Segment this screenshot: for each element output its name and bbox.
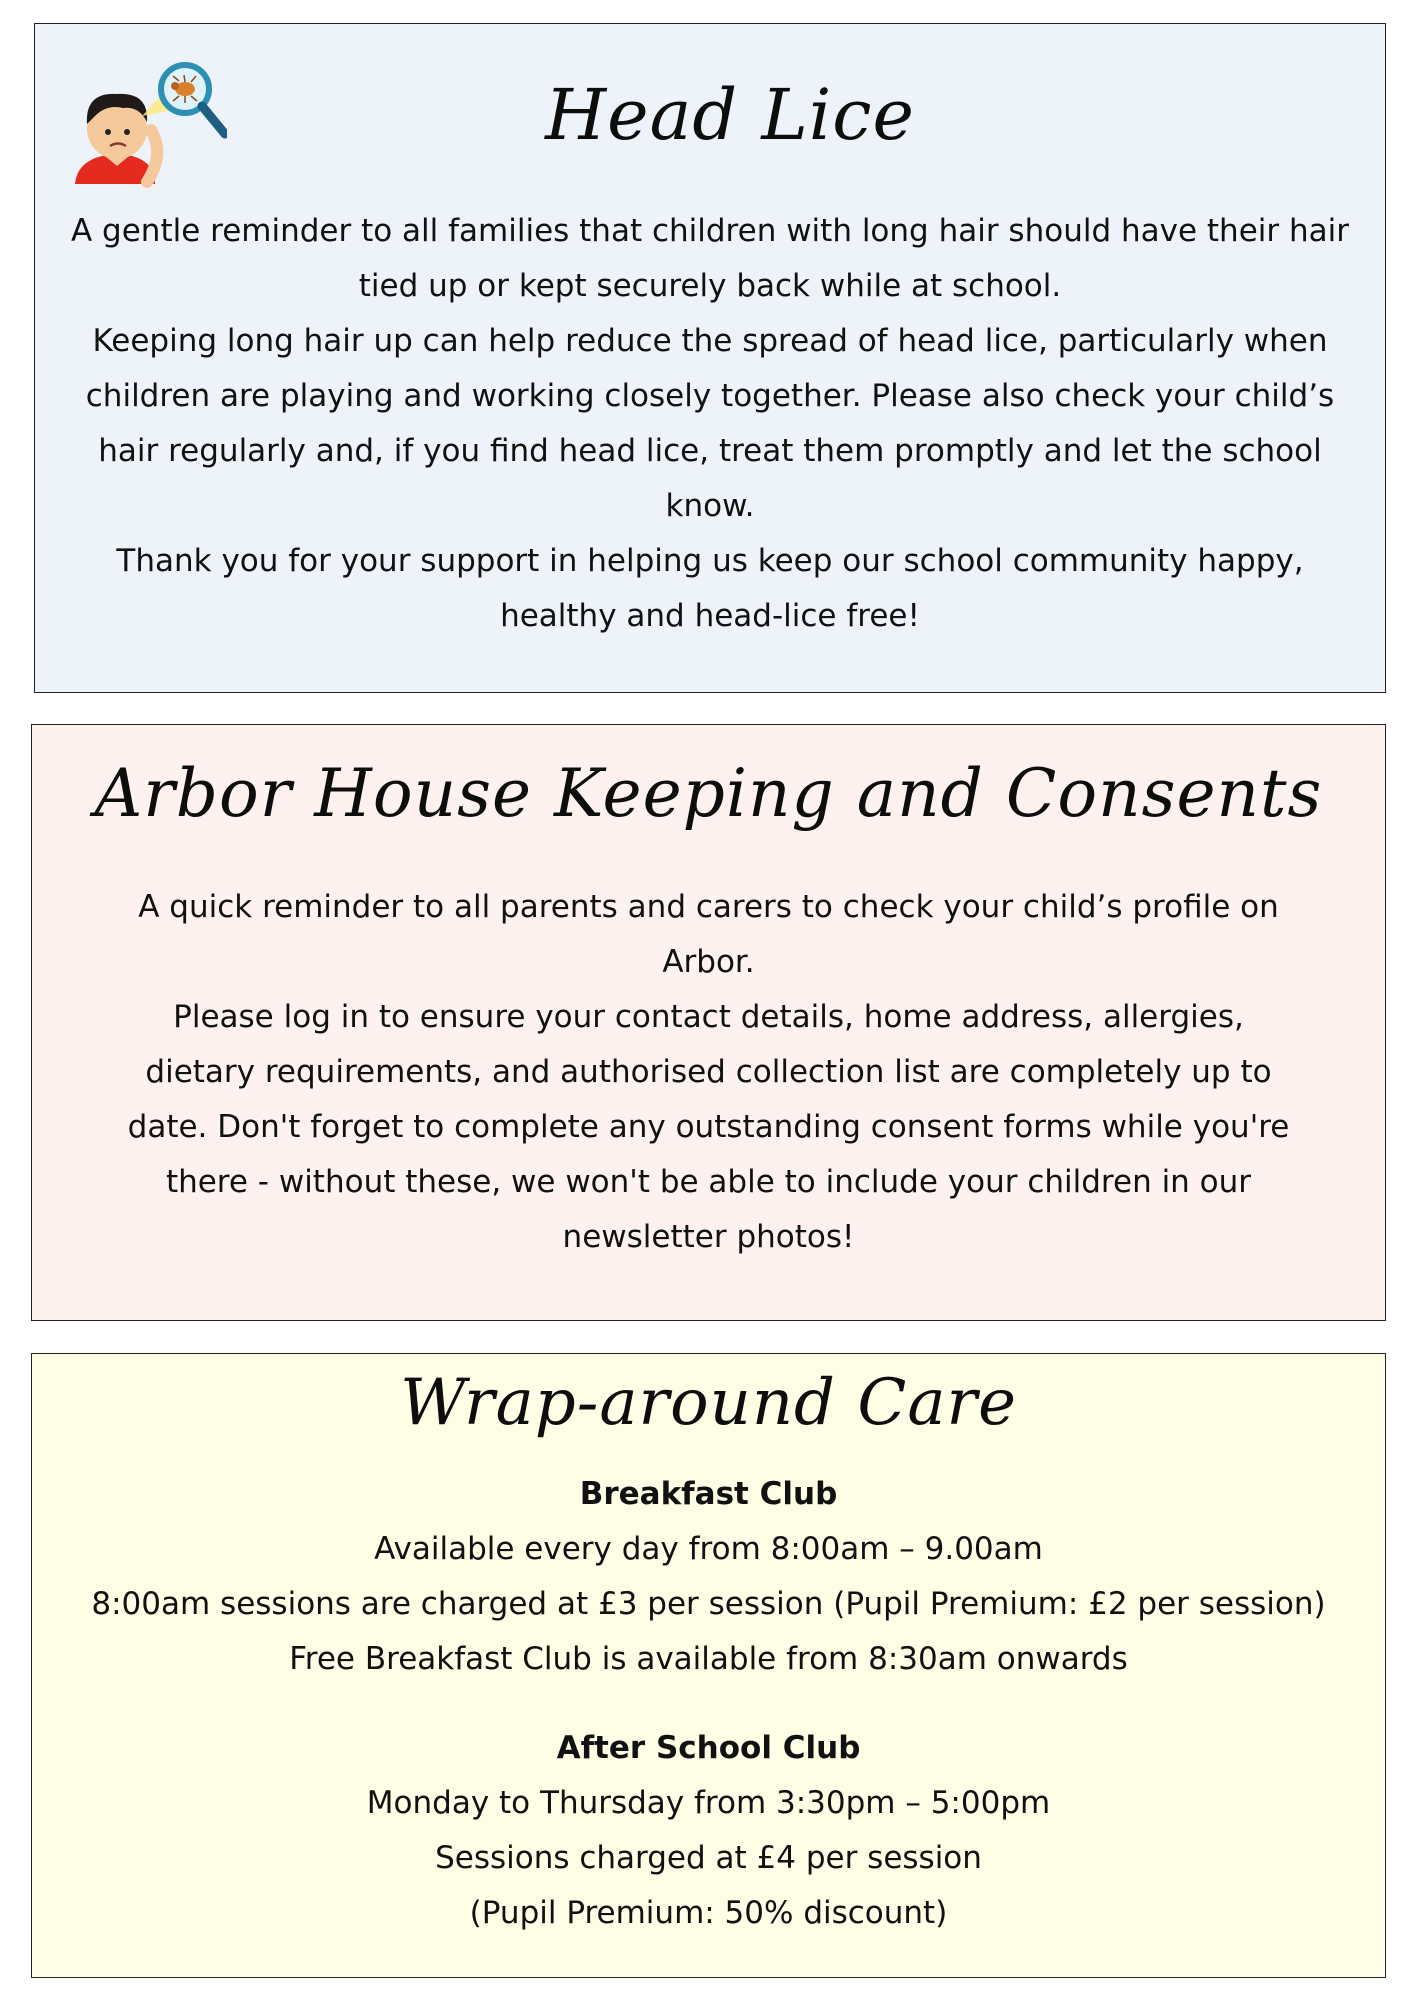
head-lice-title: Head Lice xyxy=(545,74,915,156)
arbor-paragraph: Please log in to ensure your contact details, home address, allergies, dietary requirements, and authorised collection list are completely up to date. Don't forget to complete any outstanding consent forms while you're there - without these, we won't be able to include your children in our newsletter photos! xyxy=(127,999,1290,1255)
breakfast-club-section xyxy=(32,1467,1385,1687)
head-lice-paragraph: Thank you for your support in helping us keep our school community happy, healthy and head-lice free! xyxy=(116,543,1304,634)
arbor-title: Arbor House Keeping and Consents xyxy=(94,755,1323,832)
arbor-body xyxy=(32,880,1385,1265)
after-school-club-heading: After School Club xyxy=(556,1730,861,1766)
breakfast-club-line: Free Breakfast Club is available from 8:30am onwards xyxy=(289,1641,1128,1677)
after-school-club-line: (Pupil Premium: 50% discount) xyxy=(469,1895,948,1931)
arbor-paragraph: A quick reminder to all parents and carers to check your child’s profile on Arbor. xyxy=(138,889,1279,980)
head-lice-paragraph: Keeping long hair up can help reduce the spread of head lice, particularly when children are playing and working closely together. Please also check your child’s hair regularly and, if you find head lice, treat them promptly and let the school know. xyxy=(85,323,1335,524)
after-school-club-line: Monday to Thursday from 3:30pm – 5:00pm xyxy=(366,1785,1051,1821)
after-school-club-line: Sessions charged at £4 per session xyxy=(435,1840,982,1876)
head-lice-paragraph: A gentle reminder to all families that children with long hair should have their hair tied up or kept securely back while at school. xyxy=(70,213,1349,304)
breakfast-club-heading: Breakfast Club xyxy=(579,1476,838,1512)
wraparound-care-panel xyxy=(31,1353,1386,1978)
breakfast-club-line: 8:00am sessions are charged at £3 per session (Pupil Premium: £2 per session) xyxy=(91,1586,1326,1622)
head-lice-panel xyxy=(34,23,1386,693)
after-school-club-section xyxy=(32,1721,1385,1941)
wraparound-title: Wrap-around Care xyxy=(400,1366,1017,1440)
head-lice-body xyxy=(35,204,1385,644)
breakfast-club-line: Available every day from 8:00am – 9.00am xyxy=(374,1531,1043,1567)
arbor-panel xyxy=(31,724,1386,1321)
